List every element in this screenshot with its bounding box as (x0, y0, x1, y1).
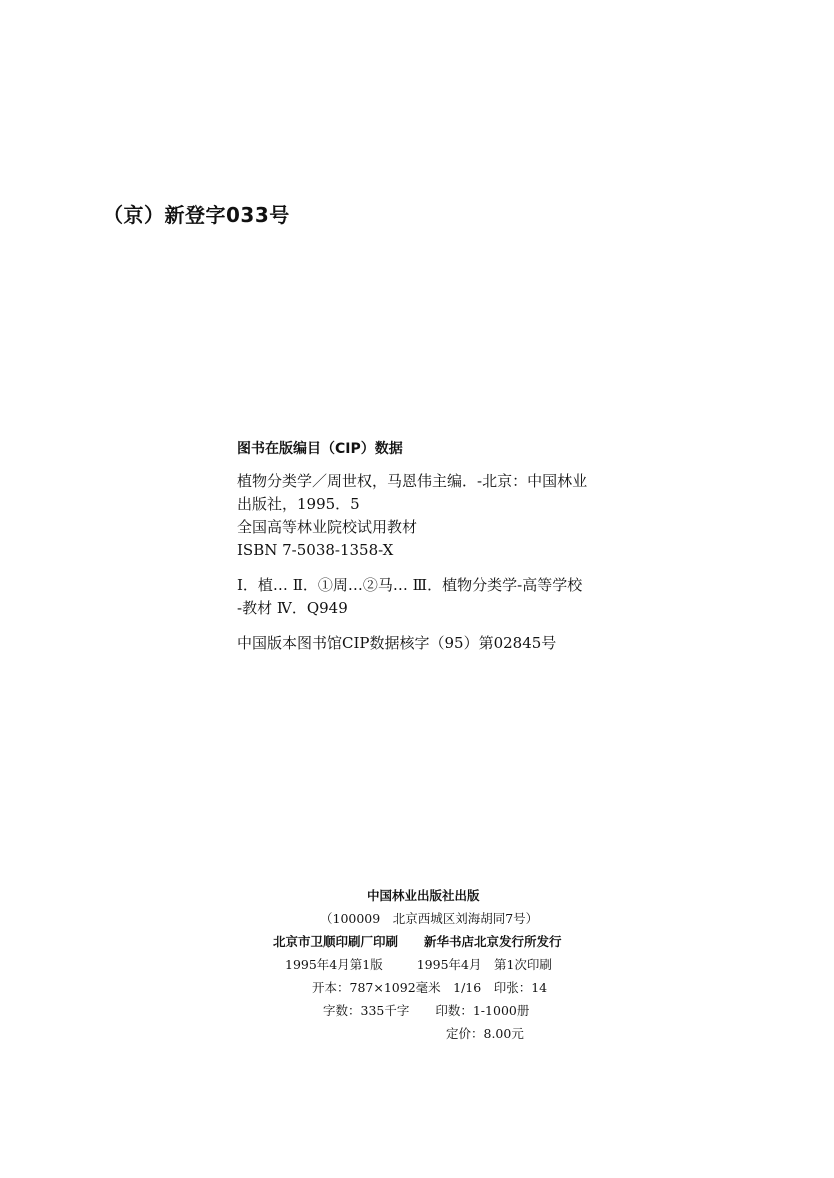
colophon-counts-line (240, 999, 640, 1022)
cip-description (237, 470, 657, 562)
colophon-price: 定价：8.00元 (446, 1026, 524, 1041)
colophon-format: 开本：787×1092毫米 1/16 印张：14 (312, 980, 548, 995)
cip-heading: 图书在版编目（CIP）数据 (237, 441, 403, 457)
colophon-address: （100009 北京西城区刘海胡同7号） (320, 911, 539, 926)
registration-number: （京）新登字033号 (103, 203, 290, 227)
colophon (240, 884, 640, 1045)
colophon-edition: 1995年4月第1版 (285, 957, 383, 972)
colophon-word-count: 字数：335千字 (323, 1003, 410, 1018)
colophon-print-distribution (240, 930, 640, 953)
cip-check-line: 中国版本图书馆CIP数据核字（95）第02845号 (237, 634, 557, 652)
cip-classification (237, 574, 657, 620)
colophon-printer: 北京市卫顺印刷厂印刷 (273, 934, 399, 949)
cip-classification-line: Ⅰ．植… Ⅱ．①周…②马… Ⅲ．植物分类学-高等学校 (237, 576, 583, 594)
cip-description-line: 出版社，1995．5 (237, 495, 360, 513)
cip-isbn: ISBN 7-5038-1358-X (237, 541, 394, 559)
cip-classification-line: -教材 Ⅳ．Q949 (237, 599, 348, 617)
cip-description-line: 植物分类学／周世权，马恩伟主编．-北京：中国林业 (237, 472, 588, 490)
colophon-printing: 1995年4月 第1次印刷 (416, 957, 552, 972)
colophon-edition-line (240, 953, 640, 976)
cip-data-block (237, 438, 657, 655)
colophon-publisher: 中国林业出版社出版 (367, 888, 480, 903)
colophon-print-run: 印数：1-1000册 (435, 1003, 530, 1018)
cip-description-line: 全国高等林业院校试用教材 (237, 518, 418, 536)
cip-check-number (237, 632, 657, 655)
colophon-distributor: 新华书店北京发行所发行 (424, 934, 562, 949)
